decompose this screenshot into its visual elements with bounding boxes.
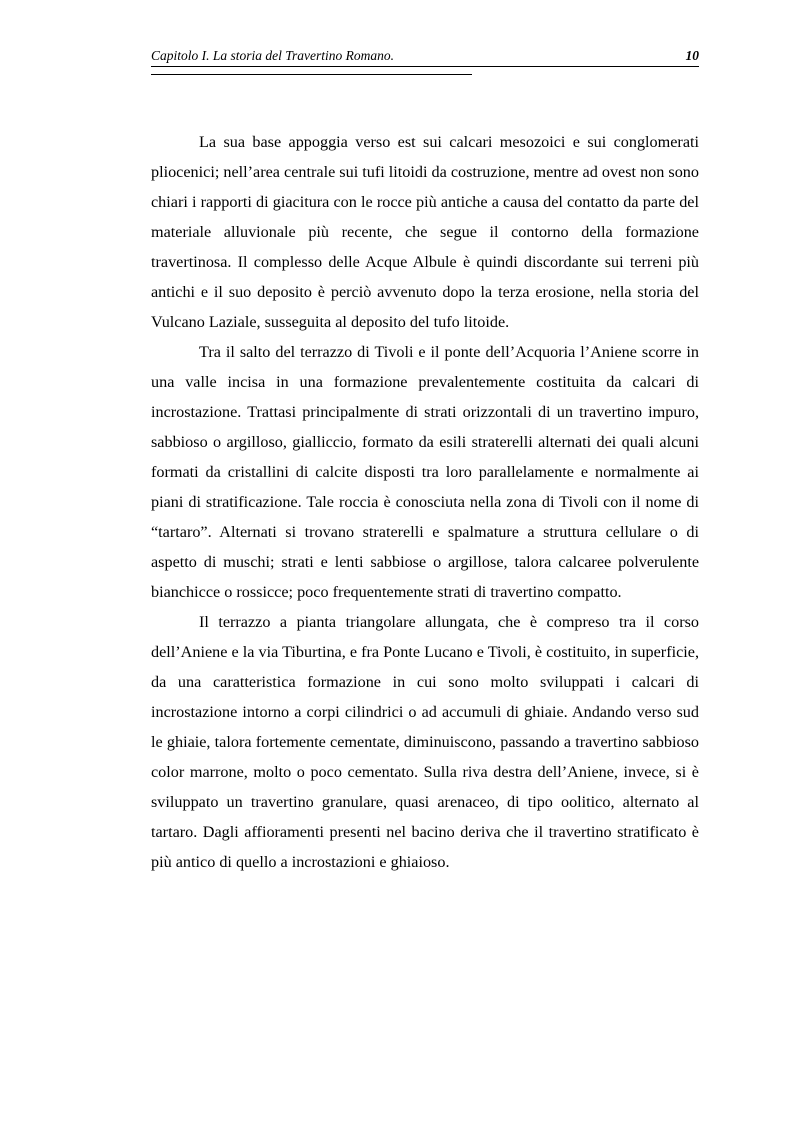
page-number: 10 bbox=[685, 48, 699, 63]
header-divider bbox=[151, 74, 472, 75]
page-header bbox=[151, 46, 699, 67]
paragraph-3: Il terrazzo a pianta triangolare allungata, che è compreso tra il corso dell’Aniene e la via Tiburtina, e fra Ponte Lucano e Tivoli, è costituito, in superficie, da una caratteristica formazione in cui sono molto sviluppati i calcari di incrostazione intorno a corpi cilindrici o ad accumuli di ghiaie. Andando verso sud le ghiaie, talora fortemente cementate, diminuiscono, passando a travertino sabbioso color marrone, molto o poco cementato. Sulla riva destra dell’Aniene, invece, si è sviluppato un travertino granulare, quasi arenaceo, di tipo oolitico, alternato al tartaro. Dagli affioramenti presenti nel bacino deriva che il travertino stratificato è più antico di quello a incrostazioni e ghiaioso. bbox=[151, 613, 699, 871]
body-text bbox=[151, 127, 699, 877]
paragraph-2: Tra il salto del terrazzo di Tivoli e il ponte dell’Acquoria l’Aniene scorre in una valle incisa in una formazione prevalentemente costituita da calcari di incrostazione. Trattasi principalmente di strati orizzontali di un travertino impuro, sabbioso o argilloso, gialliccio, formato da esili straterelli alternati dei quali alcuni formati da cristallini di calcite disposti tra loro parallelamente e normalmente ai piani di stratificazione. Tale roccia è conosciuta nella zona di Tivoli con il nome di “tartaro”. Alternati si trovano straterelli e spalmature a struttura cellulare o di aspetto di muschi; strati e lenti sabbiose o argillose, talora calcaree polverulente bianchicce o rossicce; poco frequentemente strati di travertino compatto. bbox=[151, 343, 699, 601]
chapter-title: Capitolo I. La storia del Travertino Romano. bbox=[151, 48, 395, 63]
paragraph-1: La sua base appoggia verso est sui calcari mesozoici e sui conglomerati pliocenici; nell’area centrale sui tufi litoidi da costruzione, mentre ad ovest non sono chiari i rapporti di giacitura con le rocce più antiche a causa del contatto da parte del materiale alluvionale più recente, che segue il contorno della formazione travertinosa. Il complesso delle Acque Albule è quindi discordante sui terreni più antichi e il suo deposito è perciò avvenuto dopo la terza erosione, nella storia del Vulcano Laziale, susseguita al deposito del tufo litoide. bbox=[151, 133, 699, 331]
